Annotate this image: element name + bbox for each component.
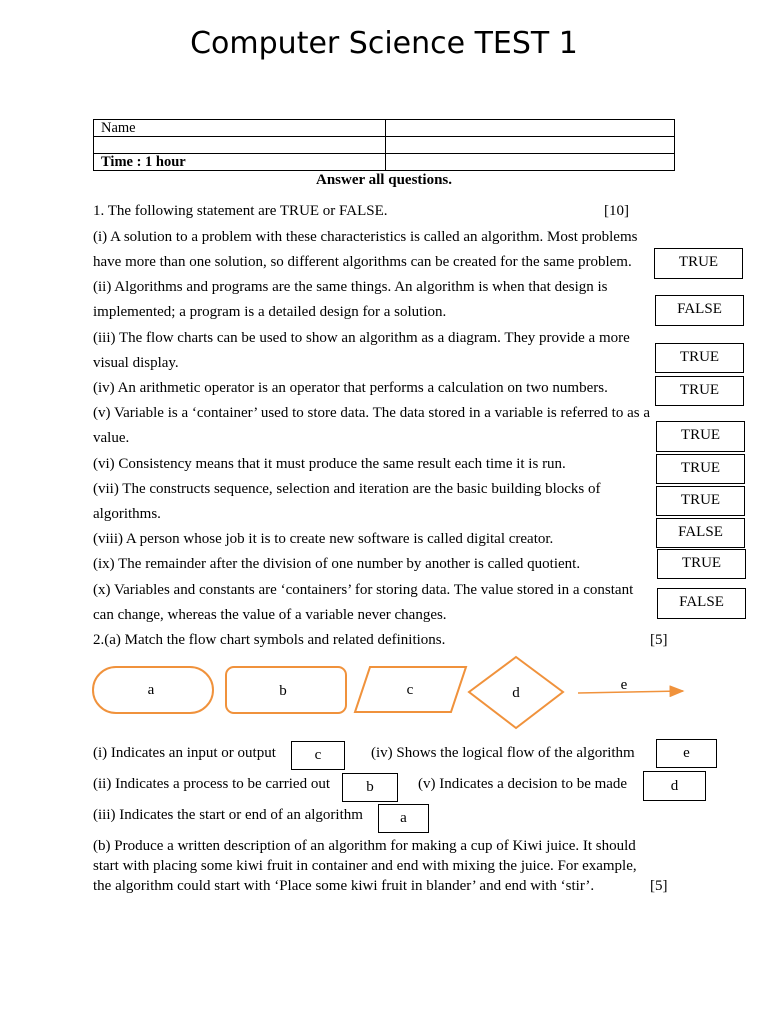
name-field[interactable] (386, 120, 675, 137)
name-label: Name (94, 120, 386, 137)
symbol-label-e: e (620, 677, 628, 693)
info-table (93, 119, 675, 171)
instruction: Answer all questions. (316, 172, 452, 188)
definition-v: (v) Indicates a decision to be made (418, 776, 628, 792)
answer-box-v[interactable]: TRUE (656, 421, 745, 452)
blank-cell (94, 137, 386, 154)
match-box-iii[interactable]: a (378, 804, 429, 833)
answer-box-ii[interactable]: FALSE (655, 295, 744, 326)
answer-box-i[interactable]: TRUE (654, 248, 743, 279)
symbol-label-c: c (406, 682, 414, 698)
q1-line: (vi) Consistency means that it must produce the same result each time it is run. (93, 456, 566, 472)
match-box-iv[interactable]: e (656, 739, 717, 768)
q1-line: (ix) The remainder after the division of one number by another is called quotient. (93, 556, 581, 572)
flowchart-symbols (0, 650, 768, 735)
time-label: Time : 1 hour (94, 154, 386, 171)
match-box-i[interactable]: c (291, 741, 345, 770)
definition-ii: (ii) Indicates a process to be carried out (93, 776, 330, 792)
part-b-line: start with placing some kiwi fruit in container and end with mixing the juice. For example, (93, 858, 637, 874)
q1-line: (ii) Algorithms and programs are the same things. An algorithm is when that design is (93, 279, 608, 295)
page-title: Computer Science TEST 1 (190, 26, 578, 61)
q1-line: (x) Variables and constants are ‘containers’ for storing data. The value stored in a constant (93, 582, 634, 598)
definition-iii: (iii) Indicates the start or end of an algorithm (93, 807, 363, 823)
answer-box-iv[interactable]: TRUE (655, 376, 744, 406)
part-b-line: (b) Produce a written description of an algorithm for making a cup of Kiwi juice. It should (93, 838, 636, 854)
q2-marks: [5] (650, 632, 668, 648)
q1-marks: [10] (604, 203, 629, 219)
q1-line: (i) A solution to a problem with these characteristics is called an algorithm. Most problems (93, 229, 638, 245)
q1-heading: 1. The following statement are TRUE or FALSE. (93, 203, 388, 219)
q1-line: algorithms. (93, 506, 161, 522)
flow-line-symbol (578, 691, 683, 693)
blank-field[interactable] (386, 137, 675, 154)
part-b-marks: [5] (650, 878, 668, 894)
q1-line: (v) Variable is a ‘container’ used to store data. The data stored in a variable is referred to as a (93, 405, 650, 421)
q1-line: implemented; a program is a detailed design for a solution. (93, 304, 447, 320)
answer-box-x[interactable]: FALSE (657, 588, 746, 619)
q1-line: (iii) The flow charts can be used to show an algorithm as a diagram. They provide a more (93, 330, 630, 346)
match-box-ii[interactable]: b (342, 773, 398, 802)
answer-box-viii[interactable]: FALSE (656, 518, 745, 548)
match-box-v[interactable]: d (643, 771, 706, 801)
answer-box-iii[interactable]: TRUE (655, 343, 744, 373)
symbol-label-d: d (512, 685, 520, 701)
definition-i: (i) Indicates an input or output (93, 745, 276, 761)
q1-line: can change, whereas the value of a variable never changes. (93, 607, 447, 623)
answer-box-ix[interactable]: TRUE (657, 549, 746, 579)
q2-heading: 2.(a) Match the flow chart symbols and related definitions. (93, 632, 446, 648)
q1-line: visual display. (93, 355, 179, 371)
time-field[interactable] (386, 154, 675, 171)
q1-line: (viii) A person whose job it is to create new software is called digital creator. (93, 531, 554, 547)
symbol-label-a: a (147, 682, 155, 698)
part-b-line: the algorithm could start with ‘Place some kiwi fruit in blander’ and end with ‘stir’. (93, 878, 595, 894)
q1-line: have more than one solution, so different algorithms can be created for the same problem. (93, 254, 632, 270)
q1-line: (iv) An arithmetic operator is an operator that performs a calculation on two numbers. (93, 380, 608, 396)
answer-box-vii[interactable]: TRUE (656, 486, 745, 516)
answer-box-vi[interactable]: TRUE (656, 454, 745, 484)
q1-line: value. (93, 430, 130, 446)
symbol-label-b: b (279, 683, 287, 699)
definition-iv: (iv) Shows the logical flow of the algorithm (371, 745, 635, 761)
q1-line: (vii) The constructs sequence, selection and iteration are the basic building blocks of (93, 481, 601, 497)
